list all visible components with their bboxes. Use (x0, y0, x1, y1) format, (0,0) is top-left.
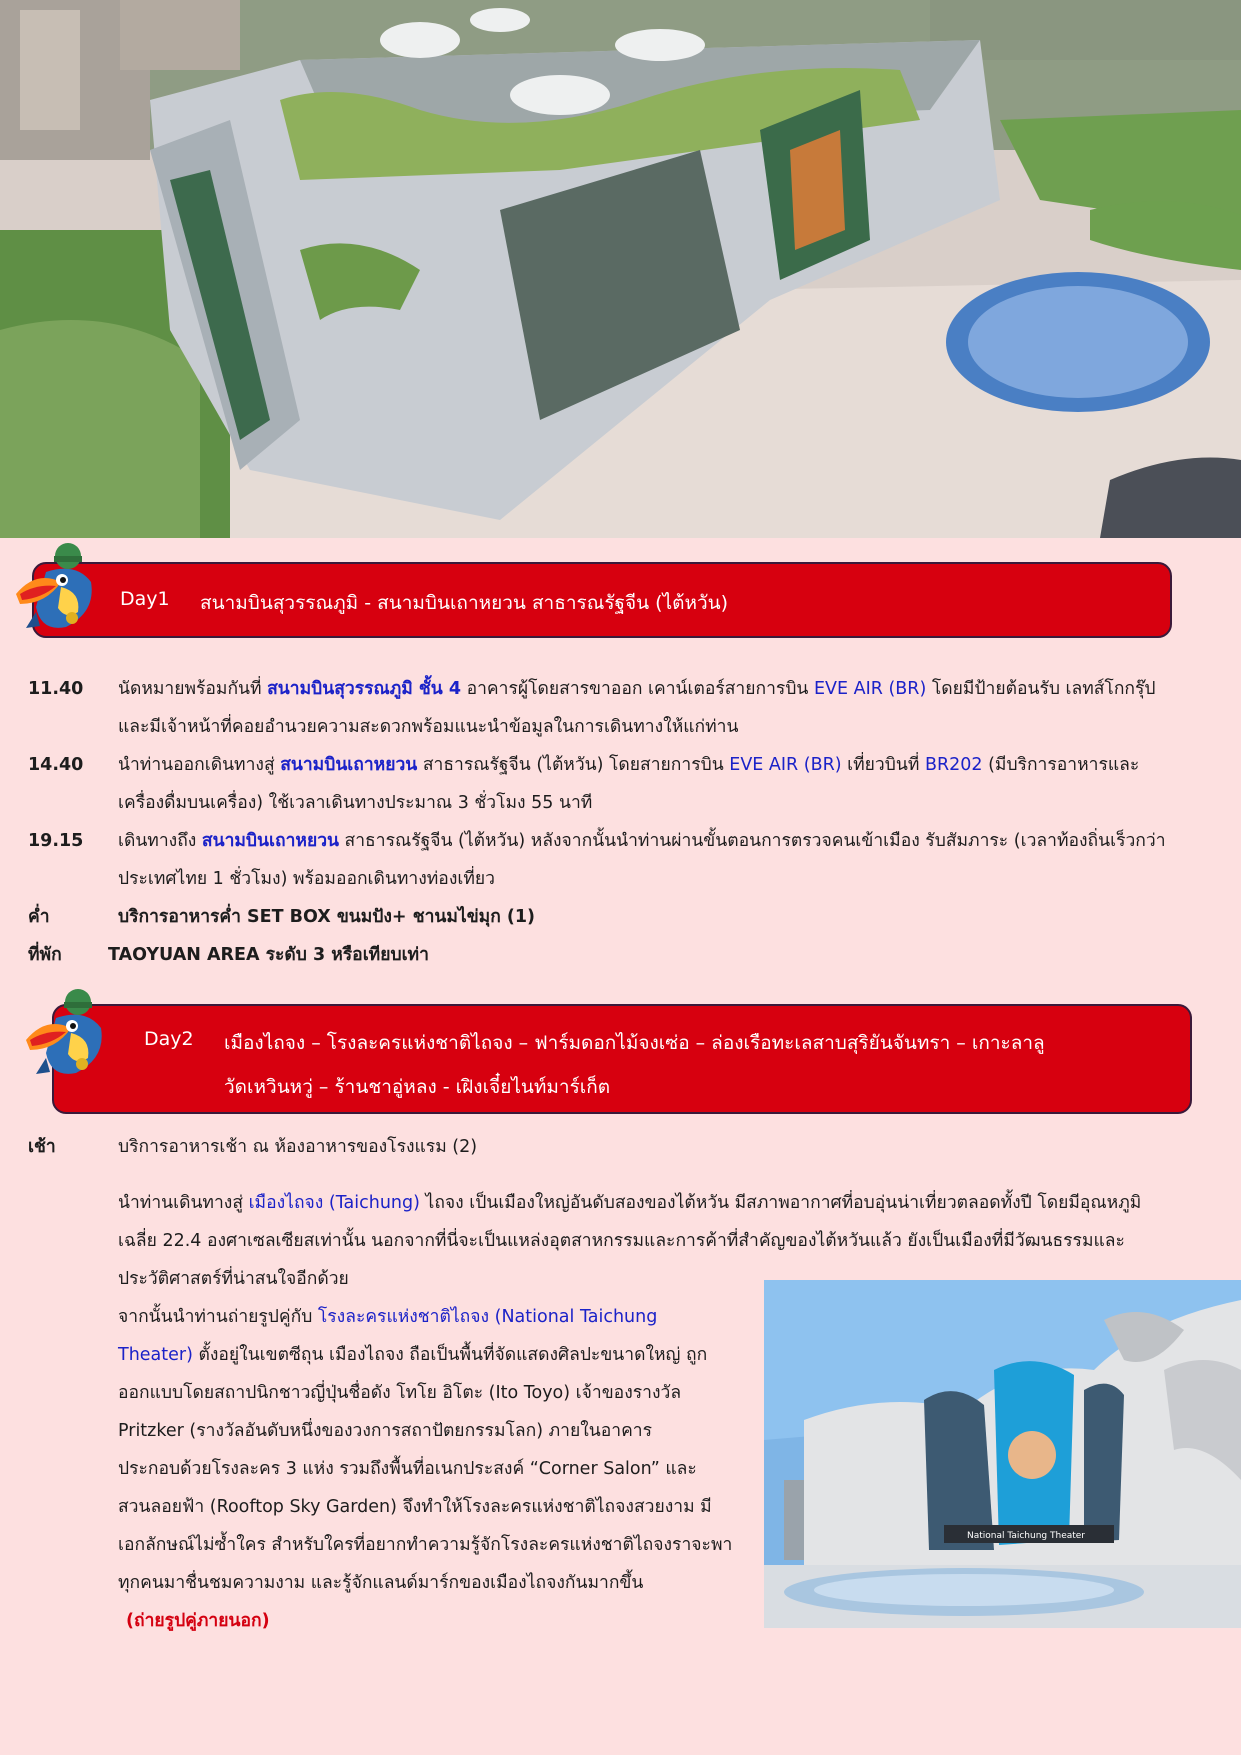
item-description: นัดหมายพร้อมกันที่ สนามบินสุวรรณภูมิ ชั้น 4 อาคารผู้โดยสารขาออก เคาน์เตอร์สายการบิน EVE AIR (BR) โดยมีป้ายต้อนรับ เลทส์โกกรุ๊ป และมีเจ้าหน้าที่คอยอำนวยความสะดวกพร้อมแนะนำข้อมูลในการเดินทางให้แก่ท่าน (118, 679, 1156, 737)
hero-photo-national-taichung-theater (0, 0, 1241, 538)
day1-title: สนามบินสุวรรณภูมิ - สนามบินเถาหยวน สาธารณรัฐจีน (ไต้หวัน) (200, 592, 729, 614)
day1-banner (32, 562, 1172, 638)
day2-banner (52, 1004, 1192, 1114)
item-time: 19.15 (28, 831, 84, 851)
meal-label: เช้า (28, 1137, 56, 1157)
photo-note: (ถ่ายรูปคู่ภายนอก) (126, 1611, 270, 1631)
theater-sign: National Taichung Theater (966, 1531, 1086, 1541)
theater-photo (764, 1280, 1241, 1628)
taichung-paragraph: นำท่านเดินทางสู่ เมืองไถจง (Taichung) ไถจง เป็นเมืองใหญ่อันดับสองของไต้หวัน มีสภาพอากาศที่อบอุ่นน่าเที่ยวตลอดทั้งปี โดยมีอุณหภูมิ เฉลี่ย 22.4 องศาเซลเซียสเท่านั้น นอกจากที่นี่จะเป็นแหล่งอุตสาหกรรมและการค้าที่สำคัญของไต้หวันแล้ว ยังเป็นเมืองที่มีวัฒนธรรมและ ประวัติศาสตร์ที่น่าสนใจอีกด้วย (118, 1193, 1142, 1289)
day2-label: Day2 (144, 1028, 194, 1050)
item-description: นำท่านออกเดินทางสู่ สนามบินเถาหยวน สาธารณรัฐจีน (ไต้หวัน) โดยสายการบิน EVE AIR (BR) เที่ยวบินที่ BR202 (มีบริการอาหารและ เครื่องดื่มบนเครื่อง) ใช้เวลาเดินทางประมาณ 3 ชั่วโมง 55 นาที (118, 755, 1140, 813)
meal-label: ค่ำ (28, 907, 50, 927)
hotel-label: ที่พัก (28, 945, 62, 965)
hotel-info (28, 936, 1213, 974)
hotel-text: TAOYUAN AREA ระดับ 3 หรือเทียบเท่า (108, 945, 429, 965)
toucan-mascot-icon (6, 542, 106, 642)
item-description: เดินทางถึง สนามบินเถาหยวน สาธารณรัฐจีน (ไต้หวัน) หลังจากนั้นนำท่านผ่านขั้นตอนการตรวจคนเข้าเมือง รับสัมภาระ (เวลาท้องถิ่นเร็วกว่า ประเทศไทย 1 ชั่วโมง) พร้อมออกเดินทางท่องเที่ยว (118, 831, 1166, 889)
itinerary-item (28, 670, 1213, 746)
toucan-mascot-icon (16, 988, 116, 1088)
meal-breakfast (28, 1128, 1213, 1166)
meal-text: บริการอาหารเช้า ณ ห้องอาหารของโรงแรม (2) (118, 1137, 478, 1157)
meal-dinner (28, 898, 1213, 936)
theater-paragraph: จากนั้นนำท่านถ่ายรูปคู่กับ โรงละครแห่งชาติไถจง (National Taichung Theater) ตั้งอยู่ในเขตซีถุน เมืองไถจง ถือเป็นพื้นที่จัดแสดงศิลปะขนาดใหญ่ ถูก ออกแบบโดยสถาปนิกชาวญี่ปุ่นชื่อดัง โทโย อิโตะ (Ito Toyo) เจ้าของรางวัล Pritzker (รางวัลอันดับหนึ่งของวงการสถาปัตยกรรมโลก) ภายในอาคาร ประกอบด้วยโรงละคร 3 แห่ง รวมถึงพื้นที่อเนกประสงค์ “Corner Salon” และ สวนลอยฟ้า (Rooftop Sky Garden) จึงทำให้โรงละครแห่งชาติไถจงสวยงาม มี เอกลักษณ์ไม่ซ้ำใคร สำหรับใครที่อยากทำความรู้จักโรงละครแห่งชาติไถจงราจะพา ทุกคนมาชื่นชมความงาม และรู้จักแลนด์มาร์กของเมืองไถจงกันมากขึ้น (ถ่ายรูปคู่ภายนอก) (118, 1307, 733, 1631)
day2-title-line1: เมืองไถจง – โรงละครแห่งชาติไถจง – ฟาร์มดอกไม้จงเซ่อ – ล่องเรือทะเลสาบสุริยันจันทรา – เกาะลาลู (224, 1032, 1045, 1054)
day2-title-line2: วัดเหวินหวู่ – ร้านชาอู่หลง - เฝิงเจี๋ยไนท์มาร์เก็ต (224, 1076, 611, 1098)
itinerary-item (28, 822, 1213, 898)
day1-label: Day1 (120, 588, 170, 610)
item-time: 14.40 (28, 755, 84, 775)
item-time: 11.40 (28, 679, 84, 699)
itinerary-item (28, 746, 1213, 822)
meal-text: บริการอาหารค่ำ SET BOX ขนมปัง+ ชานมไข่มุก (1) (118, 907, 536, 927)
